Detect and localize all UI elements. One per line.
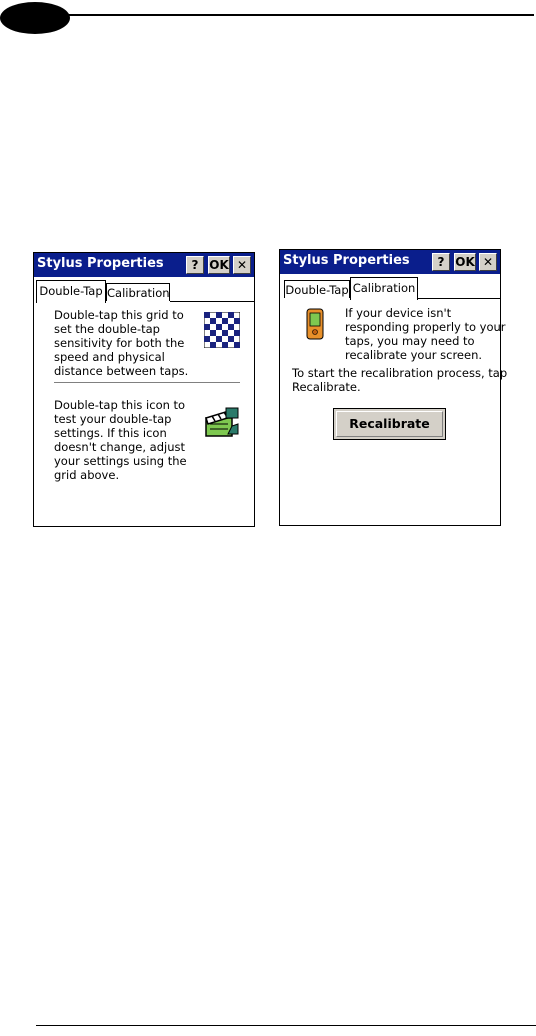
- recalibrate-button[interactable]: [333, 408, 446, 440]
- grid-cell: [228, 324, 234, 330]
- grid-cell: [210, 342, 216, 348]
- tab-strip: [34, 277, 254, 303]
- info-line: If your device isn't: [345, 306, 452, 320]
- grid-cell: [222, 330, 228, 336]
- test-instruction-line: settings. If this icon: [54, 426, 167, 440]
- section-divider: [54, 382, 240, 383]
- grid-instruction-line: distance between taps.: [54, 364, 189, 378]
- info-line: responding properly to your: [345, 320, 506, 334]
- tab-baseline: [418, 298, 500, 299]
- footer-rule: [36, 1025, 536, 1026]
- grid-cell: [216, 336, 222, 342]
- grid-instruction-line: speed and physical: [54, 350, 165, 364]
- tab-strip: [280, 274, 500, 300]
- help-button[interactable]: ?: [432, 253, 450, 271]
- info-line: taps, you may need to: [345, 334, 475, 348]
- checkerboard-grid-icon[interactable]: [204, 312, 240, 348]
- test-instruction-line: grid above.: [54, 468, 120, 482]
- header-rule: [30, 14, 534, 16]
- tab-double-tap[interactable]: Double-Tap: [284, 280, 350, 298]
- grid-cell: [204, 312, 210, 318]
- title-bar: [280, 250, 500, 274]
- clapperboard-icon[interactable]: [204, 404, 240, 440]
- grid-cell: [204, 324, 210, 330]
- grid-cell: [222, 342, 228, 348]
- test-instruction-line: Double-tap this icon to: [54, 398, 186, 412]
- grid-cell: [210, 330, 216, 336]
- help-button[interactable]: ?: [186, 256, 204, 274]
- dialog-title: Stylus Properties: [37, 256, 164, 271]
- grid-cell: [222, 318, 228, 324]
- info-line: recalibrate your screen.: [345, 348, 483, 362]
- grid-cell: [234, 342, 240, 348]
- test-instruction-line: your settings using the: [54, 454, 187, 468]
- tab-calibration[interactable]: Calibration: [350, 277, 418, 300]
- grid-cell: [234, 318, 240, 324]
- tab-double-tap[interactable]: Double-Tap: [36, 280, 106, 303]
- title-bar: [34, 253, 254, 277]
- handheld-device-icon: [306, 308, 324, 340]
- close-button[interactable]: ✕: [233, 256, 251, 274]
- test-instruction-line: doesn't change, adjust: [54, 440, 185, 454]
- close-button[interactable]: ✕: [479, 253, 497, 271]
- grid-cell: [216, 312, 222, 318]
- tab-calibration[interactable]: Calibration: [106, 283, 170, 301]
- instruction-line: To start the recalibration process, tap: [292, 366, 508, 380]
- ok-button[interactable]: OK: [455, 255, 475, 269]
- tab-baseline: [170, 301, 254, 302]
- test-instruction-line: test your double-tap: [54, 412, 172, 426]
- grid-cell: [228, 336, 234, 342]
- grid-cell: [228, 312, 234, 318]
- stylus-properties-dialog-double-tap: [33, 252, 255, 527]
- grid-cell: [216, 324, 222, 330]
- chapter-tab-marker: [0, 2, 70, 34]
- grid-instruction-line: Double-tap this grid to: [54, 308, 184, 322]
- recalibrate-label: Recalibrate: [336, 411, 443, 437]
- instruction-line: Recalibrate.: [292, 380, 361, 394]
- ok-button[interactable]: OK: [209, 258, 229, 272]
- grid-instruction-line: set the double-tap: [54, 322, 160, 336]
- dialog-title: Stylus Properties: [283, 253, 410, 268]
- grid-cell: [204, 336, 210, 342]
- grid-instruction-line: sensitivity for both the: [54, 336, 185, 350]
- stylus-properties-dialog-calibration: [279, 249, 508, 526]
- grid-cell: [234, 330, 240, 336]
- grid-cell: [210, 318, 216, 324]
